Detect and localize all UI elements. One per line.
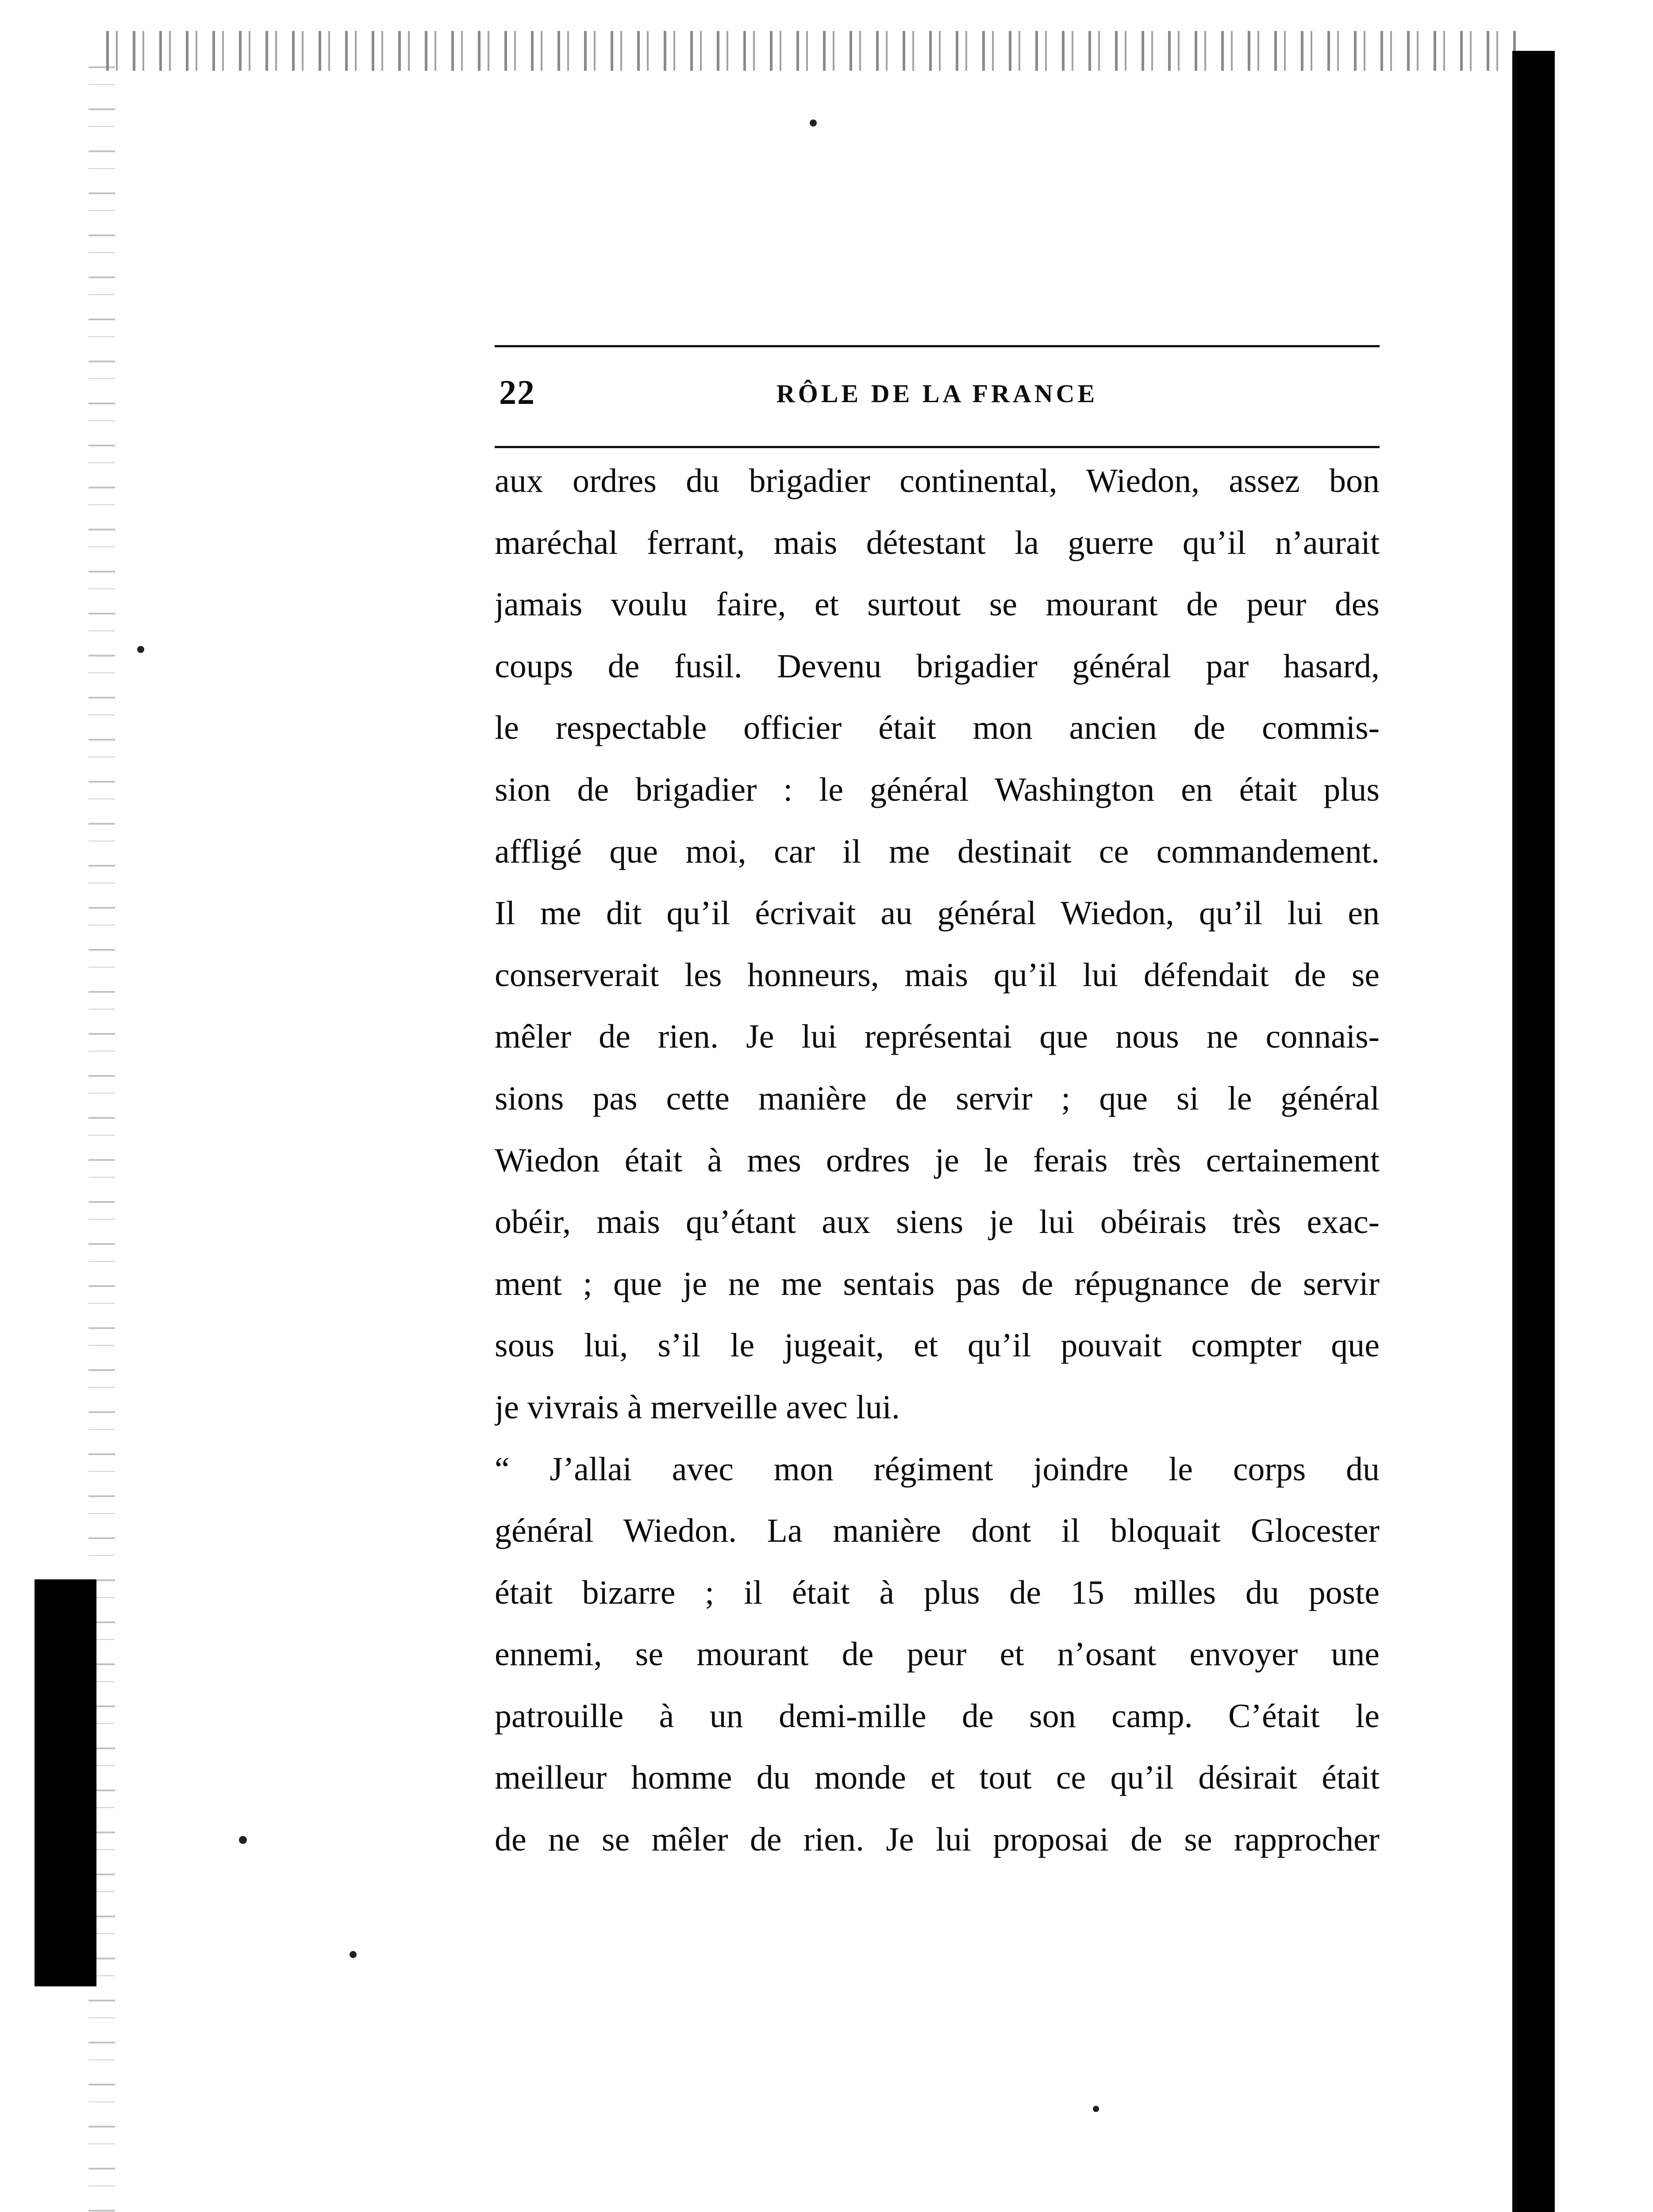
text-line-paragraph-end: je vivrais à merveille avec lui. — [495, 1388, 900, 1426]
book-page — [495, 345, 1380, 1871]
text-line: conserverait les honneurs, mais qu’il lui défendait de se — [495, 956, 1380, 994]
scan-speck — [350, 1951, 357, 1958]
header-bottom-rule — [495, 446, 1380, 448]
text-line: ment ; que je ne me sentais pas de répugnance de servir — [495, 1265, 1380, 1302]
text-line: général Wiedon. La manière dont il bloquait Glocester — [495, 1512, 1380, 1550]
text-line: coups de fusil. Devenu brigadier général par hasard, — [495, 647, 1380, 685]
header-top-rule — [495, 345, 1380, 347]
scan-border-right-bar — [1512, 51, 1555, 2212]
running-title: RÔLE DE LA FRANCE — [776, 379, 1098, 408]
text-line: aux ordres du brigadier continental, Wiedon, assez bon — [495, 462, 1380, 499]
text-line: patrouille à un demi-mille de son camp. C’était le — [495, 1697, 1380, 1735]
text-line: Wiedon était à mes ordres je le ferais très certainement — [495, 1141, 1380, 1179]
text-line: le respectable officier était mon ancien de commis- — [495, 709, 1380, 747]
text-line: meilleur homme du monde et tout ce qu’il désirait était — [495, 1759, 1380, 1797]
text-line: sions pas cette manière de servir ; que si le général — [495, 1079, 1380, 1117]
scan-border-left-block — [35, 1579, 96, 1986]
text-line: obéir, mais qu’étant aux siens je lui obéirais très exac- — [495, 1203, 1380, 1241]
scan-speck — [239, 1836, 247, 1844]
scan-speck — [1093, 2106, 1099, 2112]
body-text — [495, 450, 1380, 1871]
page-header — [495, 345, 1380, 429]
page-number: 22 — [499, 373, 535, 411]
text-line: sous lui, s’il le jugeait, et qu’il pouvait compter que — [495, 1327, 1380, 1364]
text-line: maréchal ferrant, mais détestant la guerre qu’il n’aurait — [495, 524, 1380, 561]
text-line: affligé que moi, car il me destinait ce commandement. — [495, 833, 1380, 870]
text-line-paragraph-start: “ J’allai avec mon régiment joindre le corps du — [495, 1450, 1380, 1488]
text-line: mêler de rien. Je lui représentai que nous ne connais- — [495, 1018, 1380, 1056]
text-line: Il me dit qu’il écrivait au général Wiedon, qu’il lui en — [495, 895, 1380, 932]
scan-speck — [810, 119, 817, 127]
text-line: était bizarre ; il était à plus de 15 milles du poste — [495, 1574, 1380, 1611]
scan-speck — [137, 646, 144, 653]
scan-noise-top-edge — [106, 31, 1522, 71]
text-line: ennemi, se mourant de peur et n’osant envoyer une — [495, 1636, 1380, 1673]
text-line: jamais voulu faire, et surtout se mourant de peur des — [495, 586, 1380, 623]
text-line: sion de brigadier : le général Washington en était plus — [495, 771, 1380, 808]
text-line: de ne se mêler de rien. Je lui proposai de se rapprocher — [495, 1821, 1380, 1859]
